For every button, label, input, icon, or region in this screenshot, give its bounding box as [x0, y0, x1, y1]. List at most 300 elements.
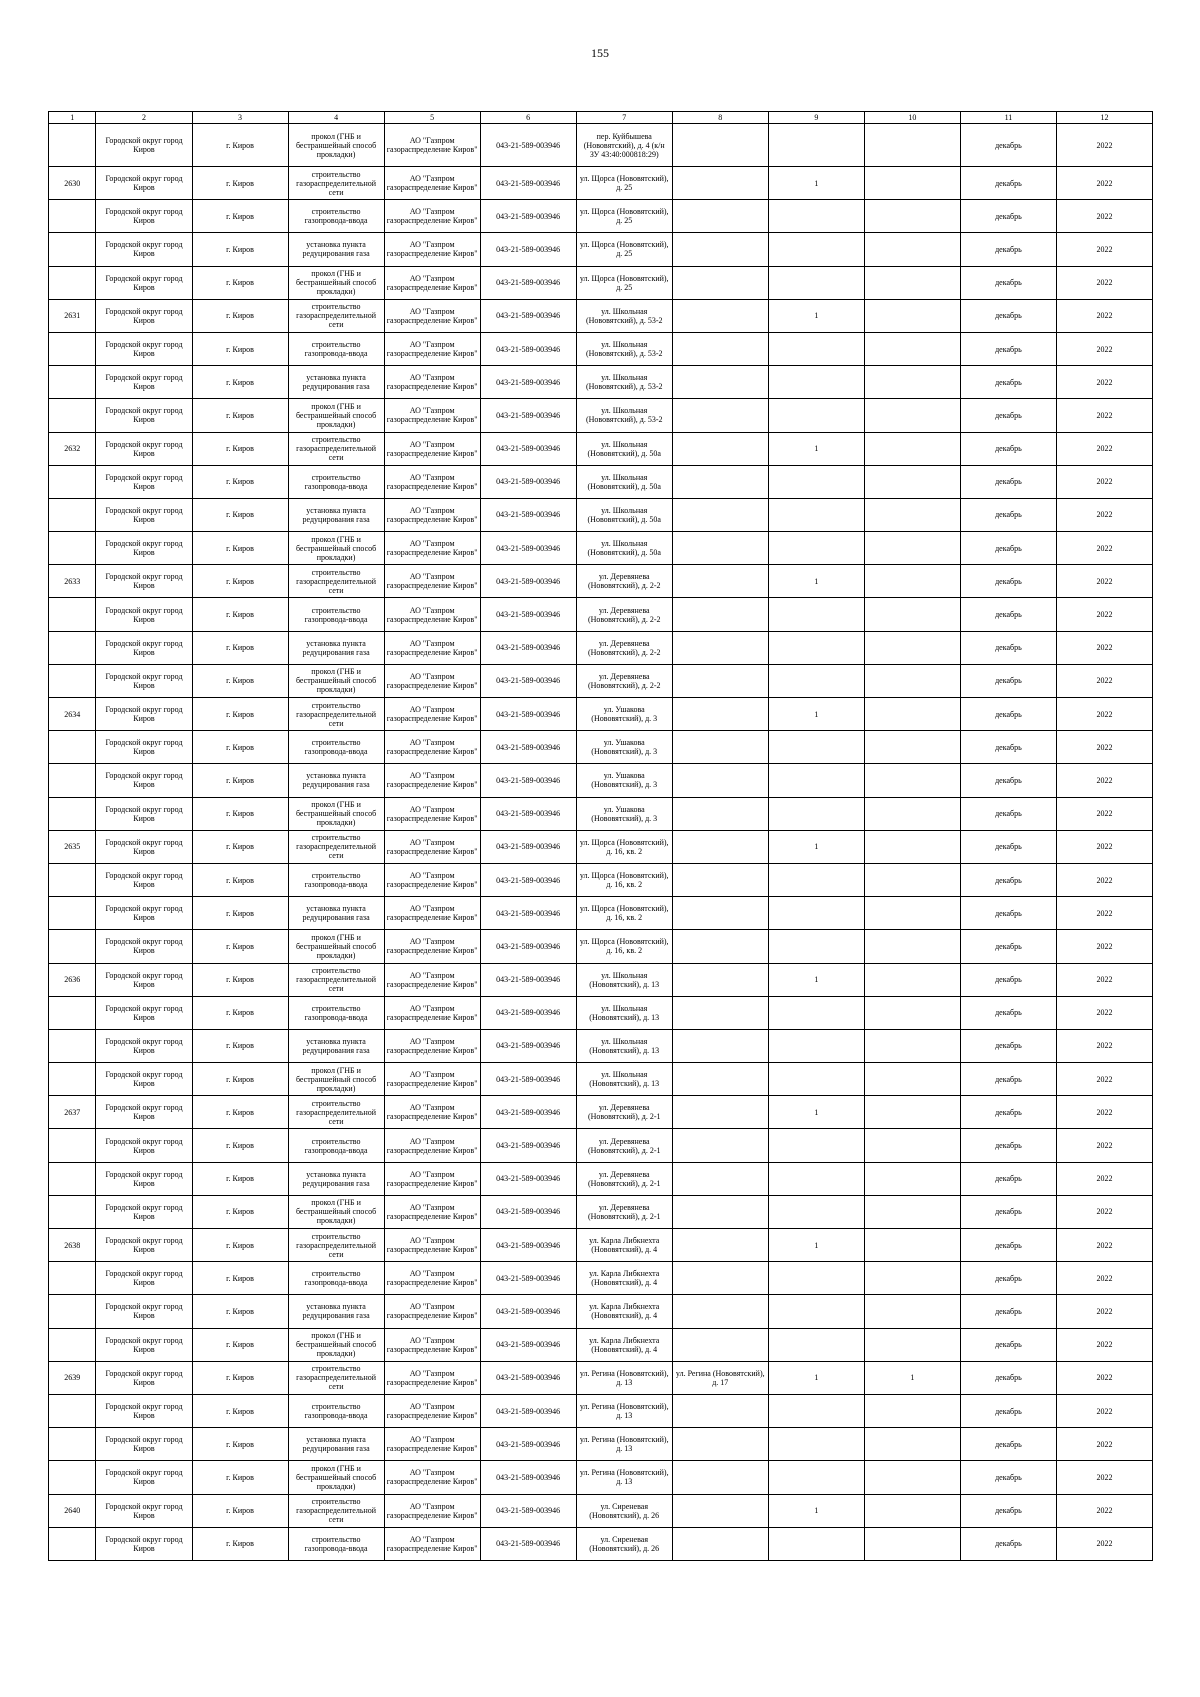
district-cell-text: Городской округ город Киров	[105, 1335, 183, 1354]
code-cell-text: 043-21-589-003946	[496, 1008, 561, 1018]
district-cell	[96, 1428, 192, 1461]
work-type-cell	[288, 432, 384, 465]
code-cell	[480, 299, 576, 332]
organization-cell-text: АО "Газпром газораспределение Киров"	[386, 1169, 478, 1188]
work-type-cell	[288, 731, 384, 764]
quantity-2-cell	[864, 1096, 960, 1129]
code-cell-text: 043-21-589-003946	[496, 742, 561, 752]
quantity-cell	[768, 1394, 864, 1427]
code-cell	[480, 863, 576, 896]
work-type-cell-text: строительство газопровода-ввода	[304, 1003, 368, 1022]
year-cell-text: 2022	[1096, 1373, 1113, 1383]
year-cell-text: 2022	[1096, 1240, 1113, 1250]
month-cell	[960, 432, 1056, 465]
address-cell-text: ул. Деревянева (Нововятский), д. 2-1	[587, 1136, 661, 1155]
quantity-2-cell	[864, 1162, 960, 1195]
table-row	[49, 465, 1153, 498]
address-2-cell	[672, 764, 768, 797]
organization-cell-text: АО "Газпром газораспределение Киров"	[386, 705, 478, 724]
district-cell-text: Городской округ город Киров	[105, 1402, 183, 1421]
address-2-cell	[672, 897, 768, 930]
row-number	[49, 1162, 96, 1195]
address-cell	[576, 332, 672, 365]
organization-cell	[384, 200, 480, 233]
code-cell	[480, 1229, 576, 1262]
district-cell	[96, 1262, 192, 1295]
year-cell-text: 2022	[1096, 941, 1113, 951]
quantity-2-cell	[864, 266, 960, 299]
work-type-cell-text: прокол (ГНБ и бестраншейный способ прокладки)	[295, 534, 377, 562]
locality-cell-text: г. Киров	[226, 178, 254, 188]
year-cell-text: 2022	[1096, 576, 1113, 586]
row-number	[49, 498, 96, 531]
district-cell-text: Городской округ город Киров	[105, 373, 183, 392]
code-cell	[480, 1428, 576, 1461]
code-cell	[480, 996, 576, 1029]
row-number	[49, 1361, 96, 1394]
code-cell-text: 043-21-589-003946	[496, 410, 561, 420]
row-number	[49, 930, 96, 963]
address-cell	[576, 1262, 672, 1295]
district-cell-text: Городской округ город Киров	[105, 1501, 183, 1520]
work-type-cell	[288, 797, 384, 830]
row-number-text: 2635	[64, 842, 81, 852]
row-number	[49, 863, 96, 896]
work-type-cell	[288, 1029, 384, 1062]
quantity-2-cell	[864, 498, 960, 531]
month-cell	[960, 1527, 1056, 1560]
address-2-cell	[672, 1029, 768, 1062]
address-2-cell-text: ул. Регина (Нововятский), д. 17	[675, 1368, 765, 1387]
address-cell	[576, 1394, 672, 1427]
district-cell	[96, 731, 192, 764]
code-cell-text: 043-21-589-003946	[496, 610, 561, 620]
year-cell	[1056, 863, 1152, 896]
table-row	[49, 1029, 1153, 1062]
quantity-cell	[768, 1361, 864, 1394]
year-cell-text: 2022	[1096, 344, 1113, 354]
code-cell	[480, 366, 576, 399]
month-cell-text: декабрь	[995, 1074, 1022, 1084]
district-cell	[96, 897, 192, 930]
table-row	[49, 200, 1153, 233]
district-cell	[96, 200, 192, 233]
organization-cell-text: АО "Газпром газораспределение Киров"	[386, 406, 478, 425]
work-type-cell	[288, 565, 384, 598]
locality-cell-text: г. Киров	[226, 709, 254, 719]
locality-cell-text: г. Киров	[226, 1240, 254, 1250]
locality-cell-text: г. Киров	[226, 140, 254, 150]
address-cell	[576, 1029, 672, 1062]
locality-cell	[192, 863, 288, 896]
quantity-2-cell	[864, 664, 960, 697]
year-cell	[1056, 532, 1152, 565]
quantity-cell-text: 1	[814, 709, 819, 719]
year-cell-text: 2022	[1096, 610, 1113, 620]
district-cell-text: Городской округ город Киров	[105, 472, 183, 491]
code-cell	[480, 930, 576, 963]
organization-cell	[384, 233, 480, 266]
address-cell-text: ул. Ушакова (Нововятский), д. 3	[591, 771, 658, 790]
table-row	[49, 830, 1153, 863]
quantity-2-cell	[864, 1295, 960, 1328]
address-cell	[576, 631, 672, 664]
address-cell	[576, 996, 672, 1029]
year-cell	[1056, 631, 1152, 664]
month-cell-text: декабрь	[995, 311, 1022, 321]
code-cell-text: 043-21-589-003946	[496, 1207, 561, 1217]
month-cell	[960, 1262, 1056, 1295]
year-cell	[1056, 1029, 1152, 1062]
quantity-cell-text: 1	[814, 975, 819, 985]
organization-cell	[384, 1162, 480, 1195]
table-row	[49, 631, 1153, 664]
district-cell-text: Городской округ город Киров	[105, 136, 183, 154]
year-cell	[1056, 432, 1152, 465]
row-number-text: 2634	[64, 709, 81, 719]
district-cell	[96, 863, 192, 896]
quantity-cell	[768, 366, 864, 399]
district-cell	[96, 1229, 192, 1262]
code-cell	[480, 830, 576, 863]
row-number	[49, 897, 96, 930]
locality-cell-text: г. Киров	[226, 244, 254, 254]
row-number	[49, 1029, 96, 1062]
locality-cell	[192, 963, 288, 996]
organization-cell-text: АО "Газпром газораспределение Киров"	[386, 1070, 478, 1089]
month-cell	[960, 1295, 1056, 1328]
quantity-cell	[768, 266, 864, 299]
work-type-cell-text: прокол (ГНБ и бестраншейный способ прокладки)	[295, 667, 377, 695]
locality-cell-text: г. Киров	[226, 1306, 254, 1316]
district-cell-text: Городской округ город Киров	[105, 1269, 183, 1288]
district-cell-text: Городской округ город Киров	[105, 1236, 183, 1255]
quantity-2-cell	[864, 830, 960, 863]
district-cell-text: Городской округ город Киров	[105, 273, 183, 292]
address-cell	[576, 399, 672, 432]
quantity-2-cell	[864, 200, 960, 233]
month-cell-text: декабрь	[995, 1273, 1022, 1283]
work-type-cell-text: строительство газораспределительной сети	[296, 1231, 377, 1259]
work-type-cell	[288, 167, 384, 200]
locality-cell	[192, 764, 288, 797]
organization-cell-text: АО "Газпром газораспределение Киров"	[386, 771, 478, 790]
work-type-cell	[288, 266, 384, 299]
district-cell	[96, 565, 192, 598]
address-cell-text: ул. Ушакова (Нововятский), д. 3	[591, 705, 658, 724]
column-number-8: 8	[672, 112, 768, 124]
month-cell	[960, 863, 1056, 896]
year-cell-text: 2022	[1096, 975, 1113, 985]
organization-cell-text: АО "Газпром газораспределение Киров"	[386, 1335, 478, 1354]
address-cell-text: ул. Школьная (Нововятский), д. 13	[589, 970, 660, 989]
code-cell-text: 043-21-589-003946	[496, 178, 561, 188]
district-cell-text: Городской округ город Киров	[105, 738, 183, 757]
month-cell-text: декабрь	[995, 809, 1022, 819]
year-cell-text: 2022	[1096, 1406, 1113, 1416]
locality-cell-text: г. Киров	[226, 1041, 254, 1051]
district-cell-text: Городской округ город Киров	[105, 1435, 183, 1454]
work-type-cell-text: прокол (ГНБ и бестраншейный способ прокладки)	[295, 131, 377, 159]
organization-cell	[384, 1096, 480, 1129]
organization-cell-text: АО "Газпром газораспределение Киров"	[386, 937, 478, 956]
organization-cell	[384, 1361, 480, 1394]
organization-cell-text: АО "Газпром газораспределение Киров"	[386, 472, 478, 491]
quantity-2-cell	[864, 432, 960, 465]
locality-cell-text: г. Киров	[226, 1107, 254, 1117]
district-cell	[96, 399, 192, 432]
locality-cell-text: г. Киров	[226, 842, 254, 852]
work-type-cell-text: прокол (ГНБ и бестраншейный способ прокладки)	[295, 932, 377, 960]
district-cell	[96, 797, 192, 830]
locality-cell-text: г. Киров	[226, 941, 254, 951]
month-cell	[960, 167, 1056, 200]
row-number	[49, 1096, 96, 1129]
locality-cell-text: г. Киров	[226, 1141, 254, 1151]
code-cell	[480, 598, 576, 631]
district-cell	[96, 266, 192, 299]
address-cell	[576, 1063, 672, 1096]
organization-cell	[384, 1328, 480, 1361]
year-cell-text: 2022	[1096, 543, 1113, 553]
year-cell	[1056, 1096, 1152, 1129]
work-type-cell	[288, 930, 384, 963]
locality-cell-text: г. Киров	[226, 875, 254, 885]
month-cell	[960, 1428, 1056, 1461]
column-number-10: 10	[864, 112, 960, 124]
work-type-cell-text: установка пункта редуцирования газа	[302, 904, 370, 923]
organization-cell	[384, 598, 480, 631]
address-2-cell	[672, 399, 768, 432]
row-number	[49, 631, 96, 664]
year-cell	[1056, 399, 1152, 432]
organization-cell-text: АО "Газпром газораспределение Киров"	[386, 1368, 478, 1387]
locality-cell-text: г. Киров	[226, 1472, 254, 1482]
locality-cell-text: г. Киров	[226, 1074, 254, 1084]
work-type-cell	[288, 830, 384, 863]
year-cell-text: 2022	[1096, 775, 1113, 785]
quantity-cell	[768, 897, 864, 930]
work-type-cell-text: прокол (ГНБ и бестраншейный способ прокладки)	[295, 1331, 377, 1359]
work-type-cell	[288, 996, 384, 1029]
code-cell	[480, 124, 576, 167]
quantity-cell	[768, 764, 864, 797]
quantity-cell	[768, 1461, 864, 1494]
work-type-cell-text: строительство газопровода-ввода	[304, 1402, 368, 1421]
locality-cell	[192, 698, 288, 731]
year-cell	[1056, 963, 1152, 996]
address-cell-text: ул. Регина (Нововятский), д. 13	[579, 1468, 669, 1487]
address-cell-text: ул. Щорса (Нововятский), д. 25	[579, 273, 669, 292]
district-cell	[96, 432, 192, 465]
row-number	[49, 1428, 96, 1461]
year-cell-text: 2022	[1096, 676, 1113, 686]
code-cell-text: 043-21-589-003946	[496, 908, 561, 918]
table-row	[49, 1295, 1153, 1328]
code-cell-text: 043-21-589-003946	[496, 1306, 561, 1316]
month-cell	[960, 930, 1056, 963]
year-cell	[1056, 1229, 1152, 1262]
year-cell	[1056, 1361, 1152, 1394]
address-2-cell	[672, 465, 768, 498]
quantity-2-cell	[864, 532, 960, 565]
work-type-cell-text: прокол (ГНБ и бестраншейный способ прокладки)	[295, 1065, 377, 1093]
district-cell	[96, 963, 192, 996]
district-cell	[96, 498, 192, 531]
locality-cell-text: г. Киров	[226, 775, 254, 785]
month-cell-text: декабрь	[995, 477, 1022, 487]
page-number: 155	[591, 46, 609, 60]
month-cell-text: декабрь	[995, 908, 1022, 918]
code-cell	[480, 963, 576, 996]
code-cell-text: 043-21-589-003946	[496, 842, 561, 852]
locality-cell-text: г. Киров	[226, 742, 254, 752]
work-type-cell	[288, 1096, 384, 1129]
quantity-2-cell	[864, 598, 960, 631]
work-type-cell-text: прокол (ГНБ и бестраншейный способ прокладки)	[295, 1198, 377, 1226]
district-cell	[96, 1527, 192, 1560]
address-cell-text: ул. Школьная (Нововятский), д. 50а	[587, 472, 661, 491]
code-cell-text: 043-21-589-003946	[496, 140, 561, 150]
row-number	[49, 963, 96, 996]
organization-cell-text: АО "Газпром газораспределение Киров"	[386, 671, 478, 690]
quantity-cell-text: 1	[814, 1107, 819, 1117]
address-cell	[576, 1229, 672, 1262]
district-cell	[96, 1162, 192, 1195]
district-cell-text: Городской округ город Киров	[105, 871, 183, 890]
locality-cell-text: г. Киров	[226, 1174, 254, 1184]
quantity-cell	[768, 1262, 864, 1295]
locality-cell-text: г. Киров	[226, 975, 254, 985]
year-cell-text: 2022	[1096, 211, 1113, 221]
locality-cell	[192, 996, 288, 1029]
work-type-cell-text: строительство газораспределительной сети	[296, 1497, 377, 1525]
quantity-cell	[768, 1129, 864, 1162]
code-cell-text: 043-21-589-003946	[496, 1273, 561, 1283]
quantity-2-cell	[864, 1129, 960, 1162]
month-cell	[960, 1461, 1056, 1494]
address-2-cell	[672, 1494, 768, 1527]
month-cell	[960, 996, 1056, 1029]
code-cell-text: 043-21-589-003946	[496, 775, 561, 785]
code-cell	[480, 1295, 576, 1328]
work-type-cell	[288, 897, 384, 930]
month-cell	[960, 465, 1056, 498]
code-cell-text: 043-21-589-003946	[496, 1074, 561, 1084]
district-cell	[96, 167, 192, 200]
year-cell-text: 2022	[1096, 1472, 1113, 1482]
locality-cell	[192, 797, 288, 830]
year-cell	[1056, 1063, 1152, 1096]
district-cell-text: Городской округ город Киров	[105, 1368, 183, 1387]
district-cell	[96, 664, 192, 697]
table-row	[49, 167, 1153, 200]
row-number	[49, 200, 96, 233]
month-cell-text: декабрь	[995, 941, 1022, 951]
address-cell-text: ул. Регина (Нововятский), д. 13	[579, 1368, 669, 1387]
organization-cell-text: АО "Газпром газораспределение Киров"	[386, 1501, 478, 1520]
table-row	[49, 399, 1153, 432]
row-number	[49, 366, 96, 399]
month-cell	[960, 233, 1056, 266]
work-type-cell-text: строительство газораспределительной сети	[296, 966, 377, 994]
address-2-cell	[672, 1461, 768, 1494]
locality-cell	[192, 897, 288, 930]
month-cell	[960, 299, 1056, 332]
month-cell	[960, 332, 1056, 365]
month-cell-text: декабрь	[995, 1506, 1022, 1516]
code-cell	[480, 1162, 576, 1195]
address-2-cell	[672, 863, 768, 896]
month-cell-text: декабрь	[995, 1207, 1022, 1217]
address-2-cell	[672, 532, 768, 565]
quantity-2-cell	[864, 1262, 960, 1295]
address-cell-text: ул. Карла Либкнехта (Нововятский), д. 4	[589, 1269, 660, 1288]
year-cell	[1056, 698, 1152, 731]
locality-cell-text: г. Киров	[226, 311, 254, 321]
work-type-cell-text: строительство газораспределительной сети	[296, 700, 377, 728]
work-type-cell-text: строительство газопровода-ввода	[304, 1136, 368, 1155]
district-cell-text: Городской округ город Киров	[105, 1103, 183, 1122]
district-cell-text: Городской округ город Киров	[105, 771, 183, 790]
locality-cell	[192, 1394, 288, 1427]
quantity-2-cell	[864, 863, 960, 896]
work-type-cell	[288, 1394, 384, 1427]
code-cell	[480, 498, 576, 531]
code-cell	[480, 1461, 576, 1494]
locality-cell-text: г. Киров	[226, 1273, 254, 1283]
year-cell	[1056, 598, 1152, 631]
month-cell-text: декабрь	[995, 377, 1022, 387]
address-2-cell	[672, 631, 768, 664]
organization-cell-text: АО "Газпром газораспределение Киров"	[386, 1136, 478, 1155]
address-cell	[576, 565, 672, 598]
district-cell-text: Городской округ город Киров	[105, 937, 183, 956]
organization-cell-text: АО "Газпром газораспределение Киров"	[386, 539, 478, 558]
address-cell-text: ул. Ушакова (Нововятский), д. 3	[591, 738, 658, 757]
work-type-cell-text: строительство газопровода-ввода	[304, 605, 368, 624]
locality-cell	[192, 1162, 288, 1195]
locality-cell	[192, 1295, 288, 1328]
table-body	[49, 124, 1153, 1561]
year-cell	[1056, 1262, 1152, 1295]
code-cell-text: 043-21-589-003946	[496, 211, 561, 221]
month-cell	[960, 797, 1056, 830]
row-number	[49, 124, 96, 167]
month-cell-text: декабрь	[995, 444, 1022, 454]
year-cell-text: 2022	[1096, 1306, 1113, 1316]
address-2-cell	[672, 698, 768, 731]
quantity-cell-text: 1	[814, 842, 819, 852]
address-cell-text: ул. Деревянева (Нововятский), д. 2-1	[587, 1103, 661, 1122]
row-number-text: 2632	[64, 444, 81, 454]
table-row	[49, 963, 1153, 996]
address-cell-text: ул. Деревянева (Нововятский), д. 2-1	[587, 1169, 661, 1188]
code-cell-text: 043-21-589-003946	[496, 1373, 561, 1383]
address-cell-text: ул. Карла Либкнехта (Нововятский), д. 4	[589, 1302, 660, 1321]
address-2-cell	[672, 1295, 768, 1328]
address-cell	[576, 498, 672, 531]
work-type-cell-text: прокол (ГНБ и бестраншейный способ прокладки)	[295, 1463, 377, 1491]
district-cell-text: Городской округ город Киров	[105, 671, 183, 690]
district-cell-text: Городской округ город Киров	[105, 605, 183, 624]
row-number	[49, 797, 96, 830]
address-2-cell	[672, 1063, 768, 1096]
locality-cell-text: г. Киров	[226, 377, 254, 387]
locality-cell-text: г. Киров	[226, 676, 254, 686]
address-cell-text: ул. Щорса (Нововятский), д. 16, кв. 2	[579, 871, 669, 890]
code-cell	[480, 631, 576, 664]
